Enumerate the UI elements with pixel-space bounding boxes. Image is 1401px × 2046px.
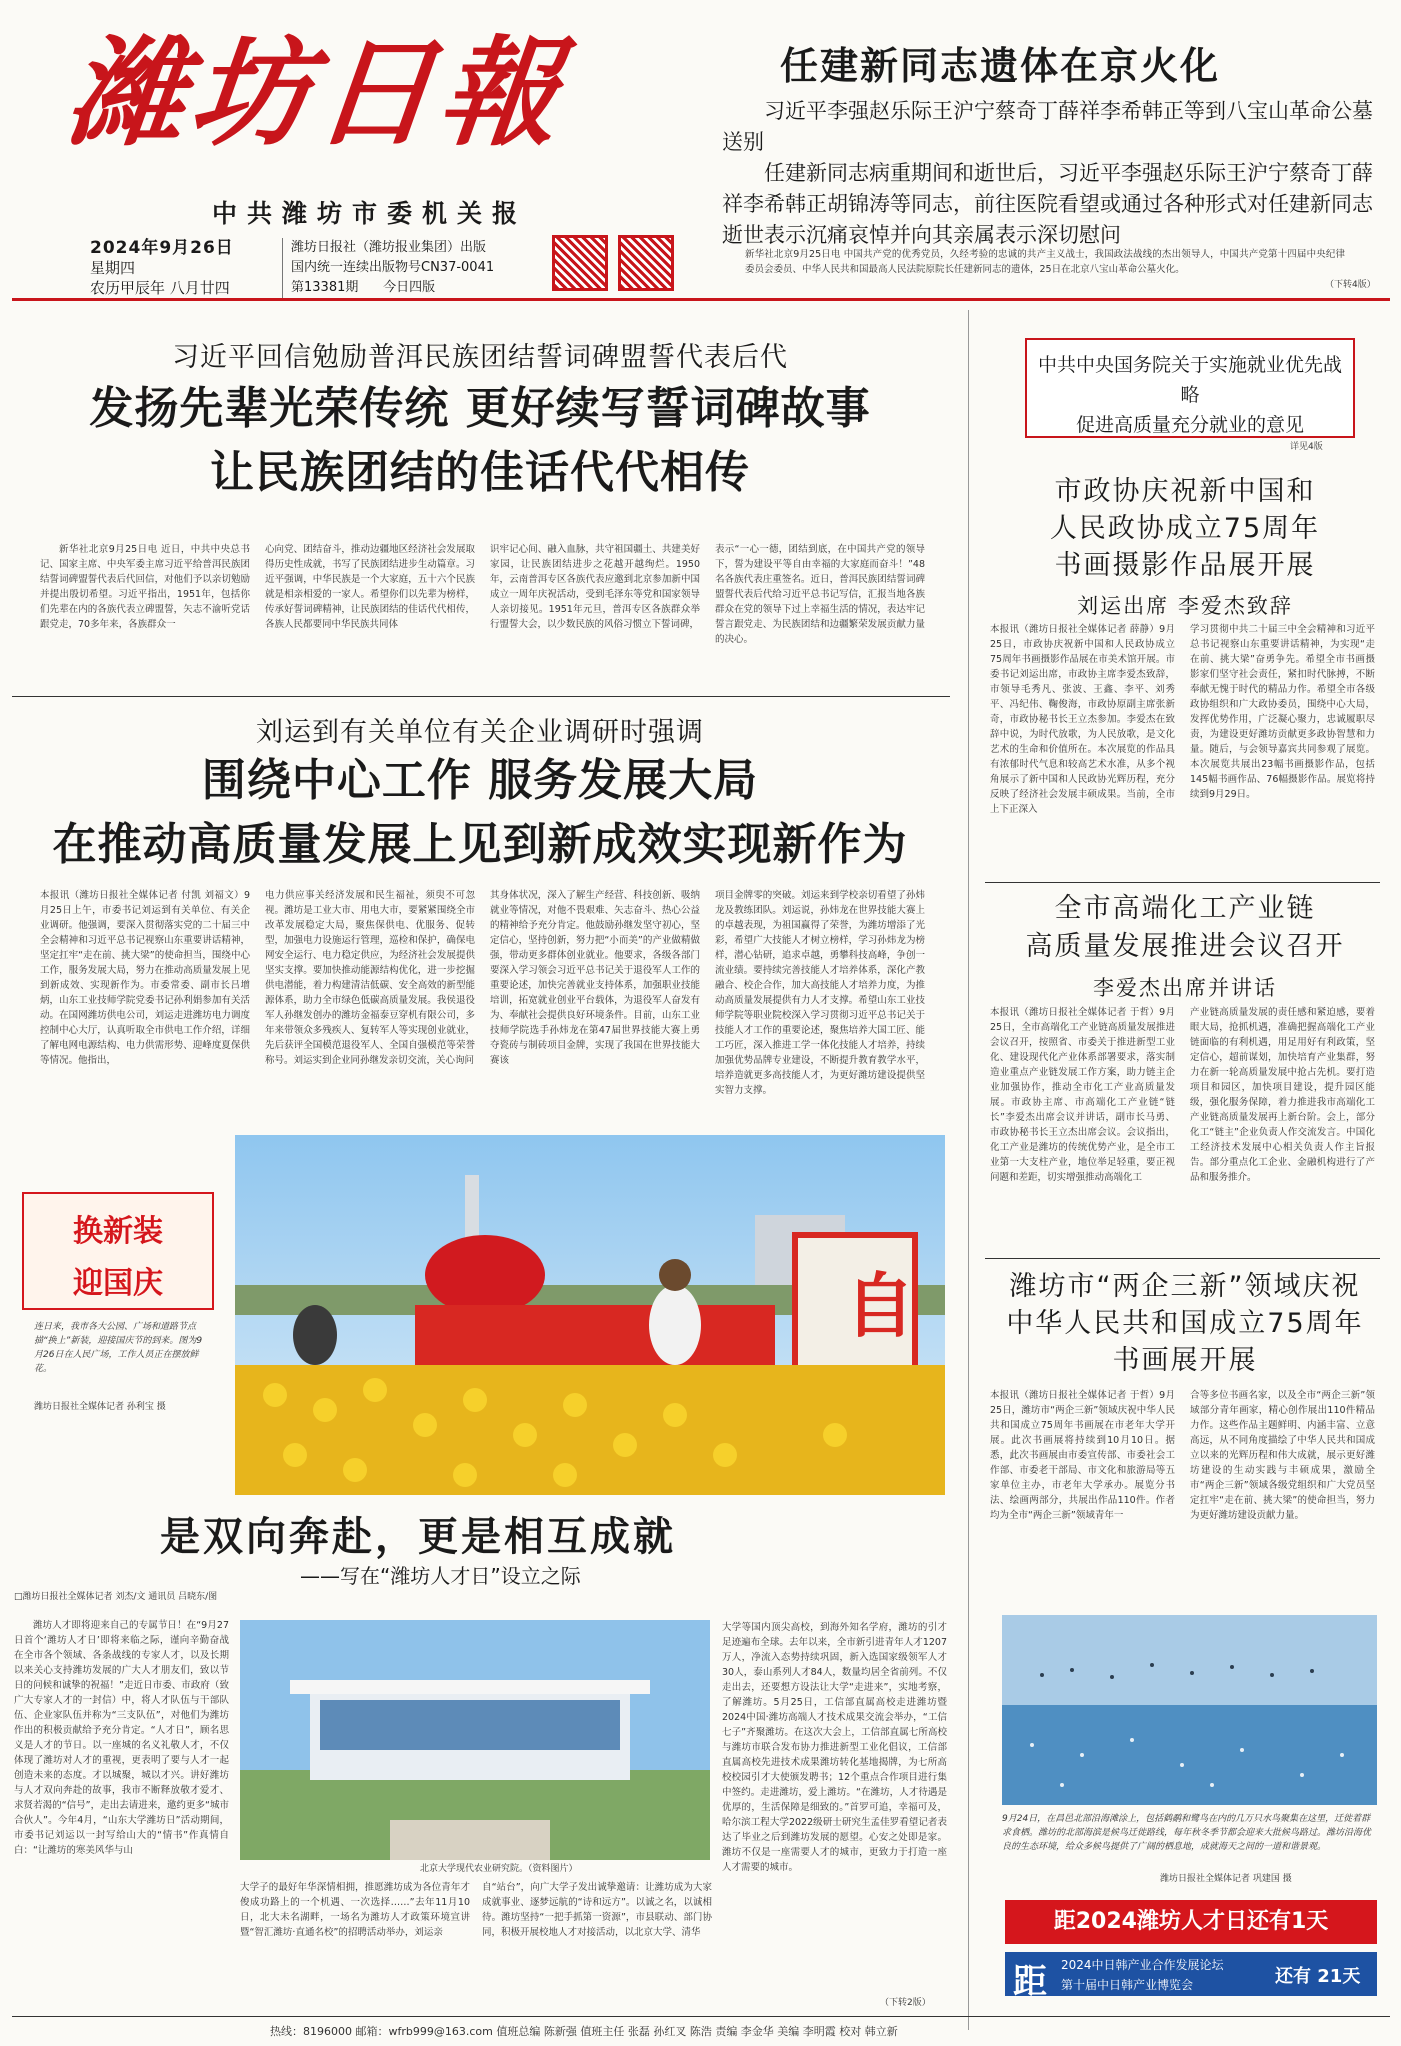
birds-photo <box>1002 1615 1377 1805</box>
weekday: 星期四 <box>90 259 136 277</box>
lead-col-4: 表示“一心一德，团结到底，在中国共产党的领导下，誓为建设平等自由幸福的大家庭而奋斗！”48名各族代表庄重签名。近日，普洱民族团结誓词碑盟誓代表后代给习近平总书记写信，汇报当地各族群众在党的领导下过上幸福生活的情况，表达牢记誓言跟党走、为民族团结和边疆繁荣发展贡献力量的决心。 <box>715 544 925 645</box>
top-story-deck2: 任建新同志病重期间和逝世后，习近平李强赵乐际王沪宁蔡奇丁薛祥李希韩正胡锦涛等同志，前往医院看望或通过各种形式对任建新同志逝世表示沉痛哀悼并向其亲属表示深切慰问 <box>722 161 1373 247</box>
side-story2-h1: 全市高端化工产业链 <box>1054 893 1316 924</box>
talent-col-1: 潍坊人才即将迎来自己的专属节日！在“9月27日首个‘潍坊人才日’即将来临之际，谨向辛勤奋战在全市各个领域、各条战线的专家人才，以及长期以来关心支持潍坊发展的广大人才朋友们，致以节日的问候和诚挚的祝福！”走近日市委、市政府（致广大专家人才的一封信）中，将人才队伍与干部队伍、企业家队伍并称为“三支队伍”，对他们为潍坊作出的积极贡献给予充分肯定。“人才日”，顾名思义是人才的节日。以一座城的名义礼敬人才，不仅体现了潍坊对人才的重视，更表明了要与人才一起创造未来的态度。才以城聚，城以才兴。讲好潍坊与人才双向奔赴的故事，我市不断释放敬才爱才、求贤若渴的“信号”，走出去请进来，邀约更多“城市合伙人”。今年4月，“山东大学潍坊日”活动期间，市委书记刘运以一封写给山大的“情书”作真情自白：“让潍坊的寒美风华与山 <box>14 1620 229 1856</box>
footer-credits: 热线：8196000 邮箱：wfrb999@163.com 值班总编 陈新强 值班主任 张磊 孙红叉 陈浩 责编 李金华 美编 李明霞 校对 韩立新 <box>270 2025 898 2038</box>
countdown-banner-1: 距2024潍坊人才日还有1天 <box>1005 1900 1377 1944</box>
second-col-2: 电力供应事关经济发展和民生福祉，须臾不可忽视。潍坊是工业大市、用电大市，要紧紧围绕全市改革发展稳定大局，聚焦保供电、优服务、促转型，加强电力设施运行管理，巡检和保护，确保电网安全运行、电力稳定供应，为经济社会发展提供坚实支撑。要加快推动能源结构优化，进一步挖掘供电潜能，着力构建清洁低碳、安全高效的新型能源体系，助力全市绿色低碳高质量发展。我侯退役军人孙继发创办的潍坊金福泰豆穿机有限公司，多年来带领众多残疾人、复转军人等实现创业就业，先后获评全国模范退役军人、全国自强模范等荣誉称号。刘运实到企业同孙继发亲切交流，关心询问 <box>265 890 475 1066</box>
flower-photo <box>235 1135 945 1495</box>
top-story-headline: 任建新同志遗体在京火化 <box>780 44 1221 88</box>
campus-photo <box>240 1620 710 1860</box>
countdown-line2: 第十届中日韩产业博览会 <box>1061 1978 1194 1992</box>
second-col-3: 其身体状况，深入了解生产经营、科技创新、吸纳就业等情况，对他不畏艰难、矢志奋斗、热心公益的精神给予充分肯定。他鼓励孙继发坚守初心，坚定信心，坚持创新，努力把“小而美”的产业做精做强，带动更多群体创业就业。他要求，各级各部门要深入学习领会习近平总书记关于退役军人工作的重要论述，加快完善就业支持体系，加强职业技能培训，拓宽就业创业平台载体，为退役军人奋发有为、奉献社会提供良好环境条件。目前，山东工业技师学院选手孙炜龙在第47届世界技能大赛上勇夺瓷砖与制砖项目金牌，实现了我国在世界技能大赛该 <box>490 890 700 1066</box>
divider <box>12 696 950 697</box>
publisher-block <box>282 238 494 298</box>
lead-headline: 发扬先辈光荣传统 更好续写誓词碑故事 <box>89 383 871 434</box>
countdown-line1: 2024中日韩产业合作发展论坛 <box>1061 1958 1224 1972</box>
divider <box>12 298 1390 301</box>
side-story3-h2: 中华人民共和国成立75周年 <box>1006 1308 1364 1339</box>
notice-line1: 中共中央国务院关于实施就业优先战略 <box>1037 354 1342 406</box>
birds-credit: 潍坊日报社全媒体记者 巩建国 摄 <box>1160 1874 1292 1884</box>
side-story3-col2: 合等多位书画名家，以及全市“两企三新”领域部分青年画家，精心创作展出110件精品力作。这些作品主题鲜明、内涵丰富、立意高远，从不同角度描绘了中华人民共和国成立以来的光辉历程和伟大成就，展示更好潍坊建设的生动实践与丰硕成果，激励全市“两企三新”领域各级党组织和广大党员坚定扛牢“走在前、挑大梁”的使命担当，努力为更好潍坊建设贡献力量。 <box>1190 1390 1375 1521</box>
side-story3-h3: 书画展开展 <box>1112 1345 1258 1376</box>
lead-kicker: 习近平回信勉励普洱民族团结誓词碑盟誓代表后代 <box>172 342 788 373</box>
lead-col-3: 识牢记心间、融入血脉，共守祖国疆土、共建美好家园，让民族团结进步之花越开越绚烂。1950年，云南普洱专区各族代表应邀到北京参加新中国成立一周年庆祝活动，受到毛泽东等党和国家领导人亲切接见。1951年元旦，普洱专区各族群众举行盟誓大会，以少数民族的风俗习惯立下誓词碑， <box>490 544 700 630</box>
svg-text:自: 自 <box>845 1265 915 1347</box>
second-headline: 围绕中心工作 服务发展大局 <box>201 755 759 806</box>
lunar-date: 农历甲辰年 八月廿四 <box>90 279 230 297</box>
feature-tag-line2: 迎国庆 <box>73 1266 163 1301</box>
feature-caption: 连日来，我市各大公园、广场和道路节点描“换上”新装，迎接国庆节的到来。图为9月26日在人民广场，工作人员正在摆放鲜花。 <box>34 1322 203 1374</box>
issue-date: 2024年9月26日 <box>90 238 234 258</box>
countdown-days: 还有 21天 <box>1275 1966 1361 1987</box>
lead-headline-2: 让民族团结的佳话代代相传 <box>210 447 750 498</box>
feature-tag-line1: 换新装 <box>73 1214 163 1249</box>
second-kicker: 刘运到有关单位有关企业调研时强调 <box>256 717 704 748</box>
top-story-deck: 习近平李强赵乐际王沪宁蔡奇丁薛祥李希韩正等到八宝山革命公墓送别 <box>722 99 1373 154</box>
talent-col-3: 自“站台”，向广大学子发出诚挚邀请：让潍坊成为大家成就事业、逐梦远航的“诗和远方”。以诚之名，以诚相待。潍坊坚持“一把手抓第一资源”，市县联动、部门协同，积极开展校地人才对接活动，以北京大学、清华 <box>482 1882 712 1938</box>
issn: 国内统一连续出版物号CN37-0041 <box>291 260 495 275</box>
flower-photo-image <box>235 1135 945 1495</box>
notice-line2: 促进高质量充分就业的意见 <box>1075 414 1304 436</box>
countdown-banner-2 <box>1005 1952 1377 2002</box>
date-block <box>90 238 234 298</box>
second-headline-2: 在推动高质量发展上见到新成效实现新作为 <box>52 819 908 870</box>
talent-jump: （下转2版） <box>880 1998 931 2008</box>
qr-code-icon <box>618 235 674 291</box>
side-story1-sub: 刘运出席 李爱杰致辞 <box>1077 594 1293 618</box>
masthead <box>52 22 692 228</box>
qr-code-icon <box>552 235 608 291</box>
feature-credit: 潍坊日报社全媒体记者 孙利宝 摄 <box>34 1402 166 1412</box>
page-count: 今日四版 <box>383 280 436 295</box>
countdown-prefix: 距 <box>1013 1962 1047 2002</box>
side-story2-col1: 本报讯（潍坊日报社全媒体记者 于哲）9月25日，全市高端化工产业链高质量发展推进会议召开，按照省、市委关于推进新型工业化、建设现代化产业体系部署要求，落实制造业重点产业链发展工作方案，助力链主企业加强协作，推动全市化工产业高质量发展。市政协主席、市高端化工产业链“链长”李爱杰出席会议并讲话，副市长马勇、市政协秘书长王立杰出席会议。会议指出，化工产业是潍坊的传统优势产业，是全市工业第一大支柱产业，地位举足轻重，要正视问题和差距，切实增强推动高端化工 <box>990 1007 1175 1183</box>
jump-line: （下转4版） <box>1325 280 1376 290</box>
feature-tag <box>22 1192 214 1310</box>
issue-number: 第13381期 <box>291 280 359 295</box>
divider <box>12 2016 1390 2017</box>
second-col-1: 本报讯（潍坊日报社全媒体记者 付凯 刘福文）9月25日上午，市委书记刘运到有关单位、有关企业调研。他强调，要深入贯彻落实党的二十届三中全会精神和习近平总书记视察山东重要讲话精神，坚定扛牢“走在前、挑大梁”的使命担当，围绕中心工作，服务发展大局，努力在推动高质量发展上见到新成效、实现新作为。市委常委、副市长吕增炳，山东工业技师学院党委书记孙利娟参加有关活动。在国网潍坊供电公司，刘运走进潍坊电力调度控制中心大厅，认真听取全市供电工作介绍，详细了解电网电源结构、电力供需形势、迎峰度夏保供等情况。他指出， <box>40 890 250 1066</box>
side-story1-col1: 本报讯（潍坊日报社全媒体记者 薛静）9月25日，市政协庆祝新中国和人民政协成立75周年书画摄影作品展在市美术馆开展。市委书记刘运出席，市政协主席李爱杰致辞，市领导毛秀凡、张波、王鑫、李平、刘秀平、冯纪伟、鞠俊海，市政协原副主席张新奇，市政协秘书长王立杰参加。李爱杰在致辞中说，为时代放歌，为人民放歌，是文化艺术的生命和价值所在。本次展览的作品具有浓郁时代气息和较高艺术水准，从多个视角展示了新中国和人民政协光辉历程，充分反映了经济社会发展丰硕成果。当前，全市上下正深入 <box>990 624 1175 815</box>
side-story2-sub: 李爱杰出席并讲话 <box>1093 976 1277 1000</box>
campus-photo-caption: 北京大学现代农业研究院。（资料图片） <box>420 1864 578 1874</box>
newspaper-subtitle: 中共潍坊市委机关报 <box>212 199 528 228</box>
column-separator <box>968 310 969 2030</box>
campus-photo-image <box>240 1620 710 1860</box>
publisher: 潍坊日报社（潍坊报业集团）出版 <box>291 240 487 255</box>
newspaper-logo: 濰坊日報 <box>60 23 572 162</box>
side-story1-h3: 书画摄影作品展开展 <box>1054 550 1316 581</box>
side-story3-h1: 潍坊市“两企三新”领域庆祝 <box>1009 1271 1361 1302</box>
birds-caption: 9月24日，在昌邑北部沿海滩涂上，包括鹤鹬和鹭鸟在内的几万只水鸟聚集在这里，迁徙着群求食栖。潍坊的北部海滨是候鸟迁徙路线，每年秋冬季节都会迎来大批候鸟路过。潍坊沿海优良的生态环境，给众多候鸟提供了广阔的栖息地，成就海天之间的一道和谐景观。 <box>1002 1814 1372 1852</box>
top-story-body: 新华社北京9月25日电 中国共产党的优秀党员，久经考验的忠诚的共产主义战士，我国政法战线的杰出领导人，中国共产党第十四届中央纪律委员会委员、中华人民共和国最高人民法院原院长任建新同志的遗体，25日在北京八宝山革命公墓火化。 <box>745 249 1345 275</box>
talent-headline: 是双向奔赴，更是相互成就 <box>160 1513 676 1560</box>
side-story1-h1: 市政协庆祝新中国和 <box>1054 476 1316 507</box>
side-story1-col2: 学习贯彻中共二十届三中全会精神和习近平总书记视察山东重要讲话精神，为实现“走在前、挑大梁”奋勇争先。希望全市书画摄影家们坚守社会责任，紧扣时代脉搏，不断奉献无愧于时代的精品力作。希望全市各级政协组织和广大政协委员，围绕中心大局，发挥优势作用，广泛凝心聚力，忠诚履职尽责，为建设更好潍坊贡献更多政协智慧和力量。随后，与会领导嘉宾共同参观了展览。本次展览共展出23幅书画摄影作品，包括145幅书画作品、76幅摄影作品。展览将持续到9月29日。 <box>1190 624 1375 800</box>
side-story1-h2: 人民政协成立75周年 <box>1049 513 1321 544</box>
second-col-4: 项目金牌零的突破。刘运来到学校亲切看望了孙炜龙及教练团队。刘运说，孙炜龙在世界技能大赛上的卓越表现，为祖国赢得了荣誉，为潍坊增添了光彩，希望广大技能人才树立榜样，学习孙炜龙为榜样，潜心钻研，追求卓越，勇攀科技高峰，争创一流业绩。要持续完善技能人才培养体系，深化产教融合、校企合作，加大高技能人才培养力度，为推动高质量发展提供有力人才支撑。希望山东工业技师学院等职业院校深入学习贯彻习近平总书记关于技能人才工作的重要论述，聚焦培养大国工匠、能工巧匠，深入推进工学一体化技能人才培养，持续加强优势品牌专业建设，不断提升教育教学水平，培养造就更多高技能人才，为更好潍坊建设提供坚实智力支撑。 <box>715 890 925 1096</box>
divider <box>985 1258 1380 1259</box>
talent-col-2: 大学子的最好年华深情相拥，推愿潍坊成为各位青年才俊成功路上的一个机遇、一次选择……”去年11月10日，北大未名湖畔，一场名为潍坊人才政策环境宣讲暨“智汇潍坊·直通名校”的招聘活动举办，刘运亲 <box>240 1882 470 1938</box>
talent-subhead: ——写在“潍坊人才日”设立之际 <box>300 1564 581 1588</box>
talent-byline: □潍坊日报社全媒体记者 刘杰/文 通讯员 吕晓东/图 <box>14 1592 218 1602</box>
divider <box>985 882 1380 883</box>
talent-col-4: 大学等国内顶尖高校，到海外知名学府，潍坊的引才足迹遍布全球。去年以来，全市新引进青年人才1207万人，净流入态势持续巩固，新入选国家级领军人才30人，泰山系列人才84人，数量均居全省前列。不仅走出去，还要想方设法让大学“走进来”，实地考察，了解潍坊。5月25日，工信部直属高校走进潍坊暨2024中国·潍坊高端人才技术成果交流会举办，“工信七子”齐聚潍坊。在这次大会上，工信部直属七所高校与潍坊市联合发布协力推进新型工业化倡议，工信部直属高校先进技术成果潍坊转化基地揭牌，为七所高校校园引才大使颁发聘书；12个重点合作项目进行集中签约。走进潍坊，爱上潍坊。“在潍坊，人才待遇是优厚的，生活保障是细致的。”首罗可追，幸福可及，哈尔滨工程大学2022级研士研究生孟佳罗看望记者表达了毕业之后到潍坊发展的愿望。心安之处即是家。潍坊不仅是一座需要人才的城市，更致力于打造一座人才需要的城市。 <box>722 1622 947 1873</box>
side-story2-h2: 高质量发展推进会议召开 <box>1025 931 1345 962</box>
lead-col-2: 心向党、团结奋斗，推动边疆地区经济社会发展取得历史性成就，书写了民族团结进步生动篇章。习近平强调，中华民族是一个大家庭，五十六个民族就是相亲相爱的一家人。希望你们以先辈为榜样，传承好誓词碑精神，让民族团结的佳话代代相传，各族人民都要同中华民族共同体 <box>265 544 475 630</box>
side-story2-col2: 产业链高质量发展的责任感和紧迫感，要着眼大局，抢抓机遇，准确把握高端化工产业链面临的有利机遇，用足用好有利政策，坚定信心，超前谋划，加快培育产业集群，努力在新一轮高质量发展中抢占先机。要打造项目和园区，加快项目建设，提升园区能级，强化服务保障，着力推进我市高端化工产业链高质量发展再上新台阶。会上，部分化工“链主”企业负责人作交流发言。中国化工经济技术发展中心相关负责人作主旨报告。部分重点化工企业、金融机构进行了产品和服务推介。 <box>1190 1007 1375 1183</box>
side-story3-col1: 本报讯（潍坊日报社全媒体记者 于哲）9月25日，潍坊市“两企三新”领域庆祝中华人民共和国成立75周年书画展在市老年大学开展。此次书画展将持续到10月10日。据悉，此次书画展由市委宣传部、市委社会工作部、市委老干部局、市文化和旅游局等五家单位主办，市老年大学承办。展览分书法、绘画两部分，共展出作品110件。作者均为全市“两企三新”领域青年一 <box>990 1390 1175 1521</box>
lead-col-1: 新华社北京9月25日电 近日，中共中央总书记、国家主席、中央军委主席习近平给普洱民族团结誓词碑盟誓代表后代回信，对他们予以亲切勉励并提出殷切希望。习近平指出，1951年，包括你们先辈在内的各族代表立碑盟誓，矢志不渝听党话跟党走，70多年来，各族群众一 <box>40 544 250 630</box>
notice-box <box>1025 338 1355 438</box>
birds-photo-image <box>1002 1615 1377 1805</box>
notice-jump: 详见4版 <box>1290 442 1323 452</box>
